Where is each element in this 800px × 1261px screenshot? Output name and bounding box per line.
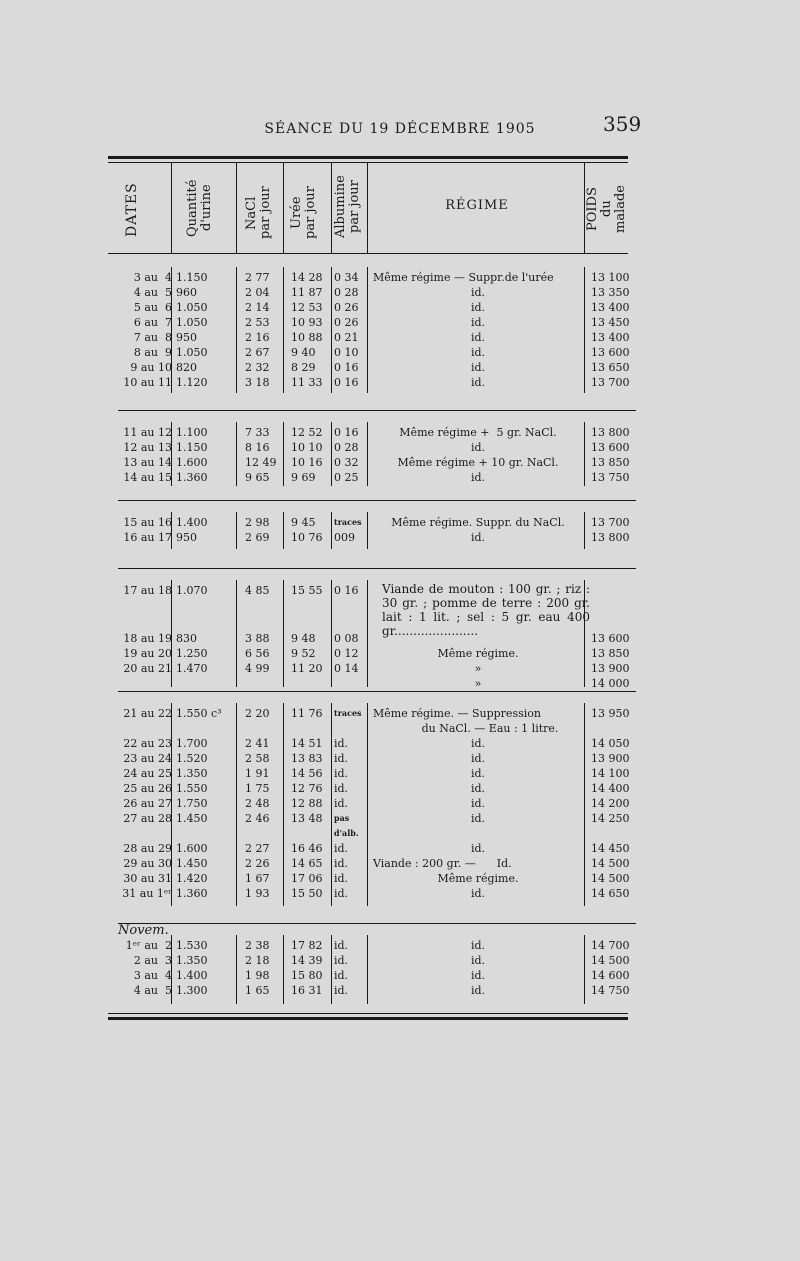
cell-uree: 11 76	[291, 707, 323, 720]
table-row	[0, 360, 800, 375]
table-row	[0, 766, 800, 781]
cell-albumine: 0 12	[334, 647, 359, 660]
cell-date: 18 au 19	[123, 632, 172, 645]
cell-uree: 11 33	[291, 376, 323, 389]
cell-date: 16 au 17	[123, 531, 172, 544]
cell-uree: 11 20	[291, 662, 323, 675]
cell-albumine: 0 28	[334, 441, 359, 454]
cell-uree: 12 88	[291, 797, 323, 810]
cell-albumine: id.	[334, 984, 349, 997]
cell-urine-quantity: 1.520	[176, 752, 208, 765]
cell-date: 19 au 20	[123, 647, 172, 660]
cell-regime: Même régime. Suppr. du NaCl.	[391, 516, 565, 529]
cell-urine-quantity: 1.100	[176, 426, 208, 439]
cell-regime: id.	[470, 441, 486, 454]
cell-date: 3 au 4	[133, 969, 172, 982]
cell-poids: 13 700	[591, 376, 630, 389]
cell-uree: 10 88	[291, 331, 323, 344]
cell-albumine: 0 16	[334, 361, 359, 374]
cell-regime: id.	[470, 969, 486, 982]
cell-nacl: 2 48	[245, 797, 270, 810]
cell-nacl: 8 16	[245, 441, 270, 454]
cell-urine-quantity: 1.450	[176, 812, 208, 825]
table-row	[0, 646, 800, 661]
cell-date: 9 au 10	[130, 361, 172, 374]
col-rule	[283, 163, 284, 253]
table-row	[0, 315, 800, 330]
cell-poids: 14 100	[591, 767, 630, 780]
cell-date: 17 au 18	[123, 584, 172, 597]
cell-nacl: 1 67	[245, 872, 270, 885]
cell-albumine: id.	[334, 782, 349, 795]
cell-regime: Même régime.	[437, 872, 519, 885]
table-row	[0, 871, 800, 886]
cell-urine-quantity: 1.150	[176, 441, 208, 454]
cell-date: 20 au 21	[123, 662, 172, 675]
cell-urine-quantity: 1.300	[176, 984, 208, 997]
cell-poids: 13 450	[591, 316, 630, 329]
col-header-quantite: Quantité d'urine	[185, 179, 214, 237]
cell-date: 4 au 5	[133, 984, 172, 997]
cell-albumine: id.	[334, 969, 349, 982]
cell-albumine: 0 26	[334, 301, 359, 314]
bottom-rule-thin	[108, 1013, 628, 1014]
cell-urine-quantity: 1.400	[176, 969, 208, 982]
table-row	[0, 953, 800, 968]
cell-uree: 13 83	[291, 752, 323, 765]
cell-uree: 9 48	[291, 632, 316, 645]
table-row	[0, 440, 800, 455]
cell-regime: id.	[470, 286, 486, 299]
table-row	[0, 938, 800, 953]
cell-urine-quantity: 820	[176, 361, 197, 374]
cell-albumine: id.	[334, 797, 349, 810]
cell-urine-quantity: 1.150	[176, 271, 208, 284]
cell-nacl: 1 98	[245, 969, 270, 982]
cell-poids: 13 700	[591, 516, 630, 529]
cell-date: 21 au 22	[123, 707, 172, 720]
page-number: 359	[603, 112, 642, 136]
cell-albumine: 0 34	[334, 271, 359, 284]
cell-albumine: 0 26	[334, 316, 359, 329]
cell-nacl: 2 98	[245, 516, 270, 529]
group-separator	[118, 923, 636, 924]
cell-date: 26 au 27	[123, 797, 172, 810]
cell-nacl: 3 88	[245, 632, 270, 645]
table-row	[0, 455, 800, 470]
cell-date: 22 au 23	[123, 737, 172, 750]
cell-date: 12 au 13	[123, 441, 172, 454]
cell-regime: id.	[470, 531, 486, 544]
group-separator	[118, 568, 636, 569]
cell-date: 31 au 1ᵉʳ	[122, 887, 172, 900]
cell-nacl: 2 67	[245, 346, 270, 359]
cell-albumine: id.	[334, 887, 349, 900]
cell-uree: 9 52	[291, 647, 316, 660]
cell-poids: 13 850	[591, 647, 630, 660]
cell-uree: 12 53	[291, 301, 323, 314]
table-row	[0, 631, 800, 646]
cell-nacl: 4 99	[245, 662, 270, 675]
cell-date: 23 au 24	[123, 752, 172, 765]
cell-urine-quantity: 1.550 c³	[176, 707, 222, 720]
cell-urine-quantity: 1.550	[176, 782, 208, 795]
cell-date: 8 au 9	[133, 346, 172, 359]
cell-uree: 10 76	[291, 531, 323, 544]
table-row	[0, 661, 800, 676]
cell-albumine: 0 10	[334, 346, 359, 359]
cell-date: 29 au 30	[123, 857, 172, 870]
cell-urine-quantity: 1.120	[176, 376, 208, 389]
cell-nacl: 1 93	[245, 887, 270, 900]
cell-date: 5 au 6	[133, 301, 172, 314]
cell-urine-quantity: 950	[176, 331, 197, 344]
bottom-rule-thick	[108, 1017, 628, 1020]
table-row	[0, 721, 800, 736]
cell-poids: 13 600	[591, 346, 630, 359]
cell-albumine: pas	[334, 813, 350, 823]
cell-date: 30 au 31	[123, 872, 172, 885]
group-separator	[118, 500, 636, 501]
table-row	[0, 811, 800, 826]
cell-albumine: id.	[334, 737, 349, 750]
cell-urine-quantity: 1.050	[176, 301, 208, 314]
cell-regime: Même régime — Suppr.de l'urée	[373, 271, 554, 284]
cell-urine-quantity: 1.750	[176, 797, 208, 810]
cell-albumine: id.	[334, 954, 349, 967]
cell-uree: 9 40	[291, 346, 316, 359]
table-row	[0, 345, 800, 360]
cell-uree: 12 52	[291, 426, 323, 439]
cell-poids: 13 100	[591, 271, 630, 284]
cell-regime: id.	[470, 301, 486, 314]
cell-poids: 14 500	[591, 857, 630, 870]
cell-urine-quantity: 830	[176, 632, 197, 645]
cell-poids: 14 600	[591, 969, 630, 982]
cell-uree: 11 87	[291, 286, 323, 299]
cell-albumine: traces	[334, 708, 362, 718]
col-header-dates: DATES	[124, 182, 140, 238]
cell-urine-quantity: 1.450	[176, 857, 208, 870]
cell-date: 27 au 28	[123, 812, 172, 825]
cell-date: 6 au 7	[133, 316, 172, 329]
cell-regime: id.	[470, 954, 486, 967]
cell-poids: 13 900	[591, 662, 630, 675]
cell-regime: id.	[470, 812, 486, 825]
cell-uree: 14 39	[291, 954, 323, 967]
col-rule	[171, 163, 172, 253]
cell-regime: Même régime.	[437, 647, 519, 660]
cell-urine-quantity: 1.050	[176, 316, 208, 329]
cell-albumine: 0 32	[334, 456, 359, 469]
cell-nacl: 2 77	[245, 271, 270, 284]
table-row	[0, 530, 800, 545]
cell-albumine: 0 08	[334, 632, 359, 645]
cell-regime: id.	[470, 767, 486, 780]
cell-uree: 14 65	[291, 857, 323, 870]
cell-regime: id.	[470, 887, 486, 900]
cell-regime: Même régime + 5 gr. NaCl.	[399, 426, 557, 439]
cell-nacl: 2 32	[245, 361, 270, 374]
cell-urine-quantity: 1.050	[176, 346, 208, 359]
cell-nacl: 2 69	[245, 531, 270, 544]
cell-regime: du NaCl. — Eau : 1 litre.	[421, 722, 559, 735]
cell-uree: 14 51	[291, 737, 323, 750]
cell-date: 3 au 4	[133, 271, 172, 284]
cell-albumine: 0 16	[334, 584, 359, 597]
cell-albumine: id.	[334, 752, 349, 765]
cell-nacl: 9 65	[245, 471, 270, 484]
cell-regime: id.	[470, 984, 486, 997]
table-row	[0, 841, 800, 856]
cell-albumine: 0 16	[334, 426, 359, 439]
cell-date: 13 au 14	[123, 456, 172, 469]
cell-albumine: d'alb.	[334, 828, 359, 838]
col-header-albumine: Albumine par jour	[333, 175, 362, 238]
cell-poids: 14 250	[591, 812, 630, 825]
cell-date: 10 au 11	[123, 376, 172, 389]
cell-poids: 13 400	[591, 331, 630, 344]
cell-albumine: 0 25	[334, 471, 359, 484]
col-rule	[236, 163, 237, 253]
table-row	[0, 886, 800, 901]
group-separator	[118, 410, 636, 411]
cell-urine-quantity: 950	[176, 531, 197, 544]
cell-poids: 14 750	[591, 984, 630, 997]
table-row	[0, 515, 800, 530]
cell-poids: 13 800	[591, 531, 630, 544]
cell-regime: id.	[470, 331, 486, 344]
cell-albumine: 0 21	[334, 331, 359, 344]
cell-uree: 15 50	[291, 887, 323, 900]
cell-urine-quantity: 1.600	[176, 842, 208, 855]
cell-urine-quantity: 1.360	[176, 471, 208, 484]
cell-nacl: 2 46	[245, 812, 270, 825]
cell-urine-quantity: 1.600	[176, 456, 208, 469]
table-row	[0, 796, 800, 811]
month-label: Novem.	[118, 923, 169, 938]
cell-regime: Même régime. — Suppression	[373, 707, 541, 720]
cell-uree: 9 69	[291, 471, 316, 484]
cell-uree: 17 82	[291, 939, 323, 952]
cell-uree: 15 80	[291, 969, 323, 982]
cell-regime: id.	[470, 346, 486, 359]
cell-albumine: 0 16	[334, 376, 359, 389]
cell-date: 4 au 5	[133, 286, 172, 299]
cell-nacl: 2 14	[245, 301, 270, 314]
table-row	[0, 676, 800, 691]
cell-date: 14 au 15	[123, 471, 172, 484]
cell-date: 1ᵉʳ au 2	[125, 939, 172, 952]
cell-uree: 12 76	[291, 782, 323, 795]
cell-urine-quantity: 1.400	[176, 516, 208, 529]
table-row	[0, 751, 800, 766]
top-rule-thick	[108, 156, 628, 159]
cell-poids: 14 500	[591, 954, 630, 967]
cell-urine-quantity: 1.070	[176, 584, 208, 597]
table-row	[0, 300, 800, 315]
cell-poids: 14 450	[591, 842, 630, 855]
table-row	[0, 375, 800, 390]
cell-urine-quantity: 1.250	[176, 647, 208, 660]
cell-poids: 13 950	[591, 707, 630, 720]
cell-uree: 10 93	[291, 316, 323, 329]
cell-date: 7 au 8	[133, 331, 172, 344]
cell-regime: »	[474, 662, 482, 675]
cell-nacl: 1 75	[245, 782, 270, 795]
col-header-poids: POIDS du malade	[585, 185, 628, 234]
cell-uree: 9 45	[291, 516, 316, 529]
col-header-uree: Urée par jour	[289, 186, 318, 240]
cell-poids: 14 400	[591, 782, 630, 795]
cell-uree: 16 46	[291, 842, 323, 855]
table-row	[0, 285, 800, 300]
table-row	[0, 983, 800, 998]
regime-note: Viande de mouton : 100 gr. ; riz : 30 gr. ; pomme de terre : 200 gr. lait : 1 lit. ; sel : 5 gr. eau 400 gr......................	[382, 582, 590, 638]
cell-regime: »	[474, 677, 482, 690]
cell-urine-quantity: 1.350	[176, 954, 208, 967]
cell-urine-quantity: 1.470	[176, 662, 208, 675]
cell-regime: id.	[470, 752, 486, 765]
col-rule	[584, 163, 585, 253]
table-row	[0, 470, 800, 485]
cell-uree: 14 28	[291, 271, 323, 284]
cell-albumine: 0 14	[334, 662, 359, 675]
group-separator	[118, 691, 636, 692]
cell-nacl: 2 58	[245, 752, 270, 765]
cell-nacl: 2 53	[245, 316, 270, 329]
cell-regime: id.	[470, 782, 486, 795]
cell-poids: 14 650	[591, 887, 630, 900]
cell-nacl: 2 18	[245, 954, 270, 967]
cell-poids: 13 350	[591, 286, 630, 299]
cell-albumine: id.	[334, 857, 349, 870]
cell-nacl: 2 27	[245, 842, 270, 855]
cell-albumine: id.	[334, 872, 349, 885]
cell-regime: id.	[470, 939, 486, 952]
cell-nacl: 2 26	[245, 857, 270, 870]
cell-date: 15 au 16	[123, 516, 172, 529]
table-row	[0, 270, 800, 285]
cell-uree: 16 31	[291, 984, 323, 997]
cell-nacl: 2 16	[245, 331, 270, 344]
cell-nacl: 3 18	[245, 376, 270, 389]
cell-regime: id.	[470, 737, 486, 750]
running-header: SÉANCE DU 19 DÉCEMBRE 1905	[264, 121, 536, 137]
table-row	[0, 425, 800, 440]
col-header-nacl: NaCl par jour	[244, 186, 273, 240]
cell-uree: 15 55	[291, 584, 323, 597]
cell-poids: 13 650	[591, 361, 630, 374]
table-row	[0, 826, 800, 841]
cell-uree: 8 29	[291, 361, 316, 374]
table-row	[0, 706, 800, 721]
cell-albumine: id.	[334, 767, 349, 780]
cell-poids: 13 800	[591, 426, 630, 439]
cell-regime: id.	[470, 842, 486, 855]
table-row	[0, 330, 800, 345]
cell-poids: 13 750	[591, 471, 630, 484]
cell-albumine: 0 28	[334, 286, 359, 299]
cell-date: 2 au 3	[133, 954, 172, 967]
cell-regime: Même régime + 10 gr. NaCl.	[397, 456, 559, 469]
cell-poids: 13 600	[591, 441, 630, 454]
cell-nacl: 2 41	[245, 737, 270, 750]
cell-regime: id.	[470, 361, 486, 374]
table-row	[0, 583, 800, 598]
cell-albumine: 009	[334, 531, 355, 544]
cell-poids: 13 850	[591, 456, 630, 469]
cell-urine-quantity: 1.700	[176, 737, 208, 750]
cell-nacl: 2 38	[245, 939, 270, 952]
cell-uree: 17 06	[291, 872, 323, 885]
col-rule	[331, 163, 332, 253]
cell-date: 25 au 26	[123, 782, 172, 795]
cell-regime: id.	[470, 316, 486, 329]
cell-poids: 13 900	[591, 752, 630, 765]
cell-uree: 10 16	[291, 456, 323, 469]
cell-poids: 14 700	[591, 939, 630, 952]
cell-poids: 14 000	[591, 677, 630, 690]
table-row	[0, 856, 800, 871]
cell-nacl: 12 49	[245, 456, 277, 469]
cell-poids: 13 400	[591, 301, 630, 314]
cell-date: 24 au 25	[123, 767, 172, 780]
header-bottom-rule	[108, 253, 628, 254]
cell-regime: id.	[470, 471, 486, 484]
cell-uree: 14 56	[291, 767, 323, 780]
cell-albumine: traces	[334, 517, 362, 527]
cell-poids: 13 600	[591, 632, 630, 645]
col-rule	[367, 163, 368, 253]
cell-urine-quantity: 960	[176, 286, 197, 299]
top-rule-thin	[108, 162, 628, 163]
cell-poids: 14 500	[591, 872, 630, 885]
cell-nacl: 4 85	[245, 584, 270, 597]
cell-nacl: 2 04	[245, 286, 270, 299]
cell-regime: Viande : 200 gr. — Id.	[373, 857, 512, 870]
cell-nacl: 2 20	[245, 707, 270, 720]
cell-regime: id.	[470, 376, 486, 389]
cell-nacl: 6 56	[245, 647, 270, 660]
cell-poids: 14 050	[591, 737, 630, 750]
cell-date: 28 au 29	[123, 842, 172, 855]
cell-nacl: 7 33	[245, 426, 270, 439]
table-row	[0, 781, 800, 796]
table-row	[0, 736, 800, 751]
cell-date: 11 au 12	[123, 426, 172, 439]
cell-urine-quantity: 1.420	[176, 872, 208, 885]
cell-uree: 13 48	[291, 812, 323, 825]
cell-uree: 10 10	[291, 441, 323, 454]
cell-albumine: id.	[334, 842, 349, 855]
cell-albumine: id.	[334, 939, 349, 952]
cell-urine-quantity: 1.360	[176, 887, 208, 900]
col-header-regime: RÉGIME	[445, 198, 509, 213]
cell-urine-quantity: 1.530	[176, 939, 208, 952]
cell-regime: id.	[470, 797, 486, 810]
cell-urine-quantity: 1.350	[176, 767, 208, 780]
cell-nacl: 1 91	[245, 767, 270, 780]
table-row	[0, 968, 800, 983]
cell-nacl: 1 65	[245, 984, 270, 997]
cell-poids: 14 200	[591, 797, 630, 810]
